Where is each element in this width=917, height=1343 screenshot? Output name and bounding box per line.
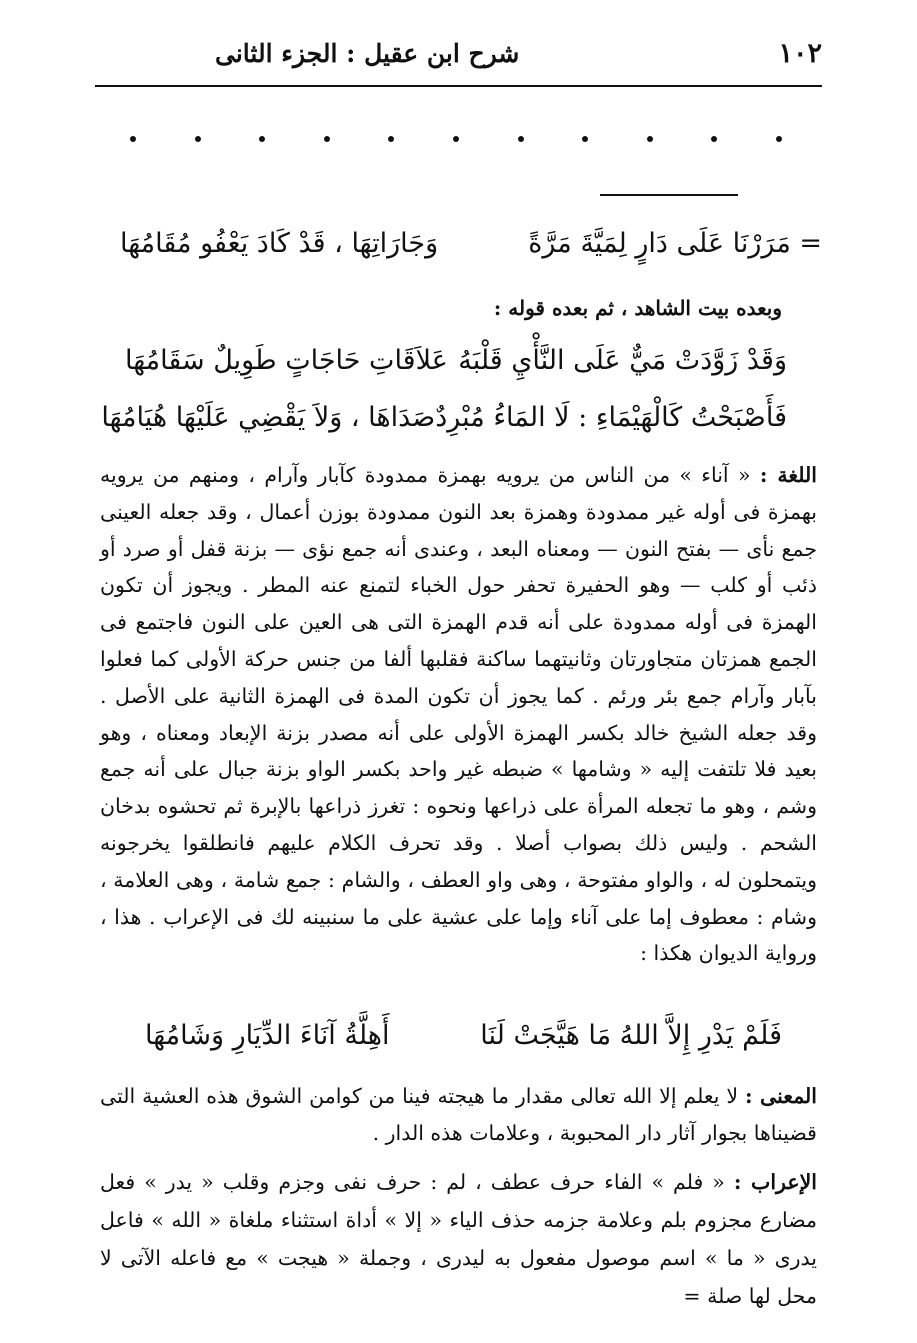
dot (776, 136, 782, 142)
hemistich-first: فَأَصْبَحْتُ كَالْهَيْمَاءِ : لَا المَاءُ مُبْرِدٌ (435, 402, 787, 433)
running-title: شرح ابن عقيل : الجزء الثانى (215, 38, 520, 68)
maana-label: المعنى : (744, 1084, 817, 1108)
footnote-rule (600, 194, 738, 196)
verse-three (101, 402, 787, 433)
dot (711, 136, 717, 142)
verse-continuation (120, 228, 822, 259)
dot (388, 136, 394, 142)
dot (324, 136, 330, 142)
page-header (95, 28, 822, 78)
hemistich-second: أَهِلَّةُ آنَاءَ الدِّيَارِ وَشَامُهَا (145, 1020, 390, 1051)
irab-label: الإعراب : (733, 1170, 817, 1194)
dot (195, 136, 201, 142)
hemistich-second: وَجَارَاتِهَا ، قَدْ كَادَ يَعْفُو مُقَامُهَا (120, 228, 439, 259)
maana-section (100, 1078, 817, 1152)
verse-two (125, 345, 787, 376)
hemistich-second: صَدَاهَا ، وَلاَ يَقْضِي عَلَيْهَا هُيَامُهَا (101, 402, 436, 433)
maana-text: لا يعلم إلا الله تعالى مقدار ما هيجته فينا من كوامن الشوق هذه العشية التى قضيناها بجوار آثار دار المحبوبة ، وعلامات هذه الدار . (100, 1084, 817, 1145)
dot (518, 136, 524, 142)
omission-dots (130, 136, 782, 142)
hemistich-second: عَلاَقَاتِ حَاجَاتٍ طَوِيلٌ سَقَامُهَا (125, 345, 448, 376)
lugha-label: اللغة : (759, 463, 817, 487)
dot (647, 136, 653, 142)
hemistich-first: = مَرَرْنَا عَلَى دَارٍ لِمَيَّةَ مَرَّةً (528, 228, 822, 259)
irab-text: « فلم » الفاء حرف عطف ، لم : حرف نفى وجزم وقلب « يدر » فعل مضارع مجزوم بلم وعلامة جزمه حذف الياء « إلا » أداة استثناء ملغاة « الله » فاعل يدرى « ما » اسم موصول مفعول به ليدرى ، وجملة « هيجت » مع فاعله الآتى لا محل لها صلة = (100, 1170, 817, 1308)
lugha-text: « آناء » من الناس من يرويه بهمزة ممدودة كآبار وآرام ، ومنهم من يرويه بهمزة فى أوله غير ممدودة وهمزة بعد النون ممدودة بوزن أعمال ، وقد جعله العينى جمع نأى — بفتح النون — ومعناه البعد ، وعندى أنه جمع نؤى — بزنة قفل أو صرد أو ذئب أو كلب — وهو الحفيرة تحفر حول الخباء لتمنع عنه المطر . ويجوز أن تكون الهمزة فى أوله ممدودة على أنه قدم الهمزة التى هى العين على النون فاجتمع فى الجمع همزتان متجاورتان وثانيتهما ساكنة فقلبها ألفا من جنس حركة الأولى كما فعلوا بآبار وآرام جمع بئر ورئم . كما يجوز أن تكون المدة فى الهمزة الثانية على الأصل . وقد جعله الشيخ خالد بكسر الهمزة الأولى على أنه مصدر بزنة الإبعاد ومعناه ، وهو بعيد فلا تلتفت إليه « وشامها » ضبطه غير واحد بكسر الواو بزنة جبال على أنه جمع وشم ، وهو ما تجعله المرأة على ذراعها ونحوه : تغرز ذراعها بالإبرة ثم تحشوه بدخان الشحم . وليس ذلك بصواب أصلا . وقد تحرف الكلام عليهم فانطلقوا يخرجونه ويتمحلون له ، والواو مفتوحة ، وهى واو العطف ، والشام : جمع شامة ، وهى العلامة ، وشام : معطوف إما على آناء وإما على عشية على ما سنبينه لك فى الإعراب . هذا ، ورواية الديوان هكذا : (100, 463, 817, 966)
verse-intro: وبعده بيت الشاهد ، ثم بعده قوله : (493, 296, 782, 320)
hemistich-first: فَلَمْ يَدْرِ إِلاَّ اللهُ مَا هَيَّجَتْ لَنَا (480, 1020, 782, 1051)
hemistich-first: وَقَدْ زَوَّدَتْ مَيٌّ عَلَى النَّأْيِ قَلْبَهُ (458, 345, 787, 376)
page-number: ١٠٢ (778, 37, 822, 69)
lugha-section (100, 457, 817, 972)
dot (130, 136, 136, 142)
header-rule (95, 85, 822, 87)
dot (582, 136, 588, 142)
dot (259, 136, 265, 142)
irab-section (100, 1163, 817, 1315)
verse-diwan (145, 1020, 782, 1051)
dot (453, 136, 459, 142)
